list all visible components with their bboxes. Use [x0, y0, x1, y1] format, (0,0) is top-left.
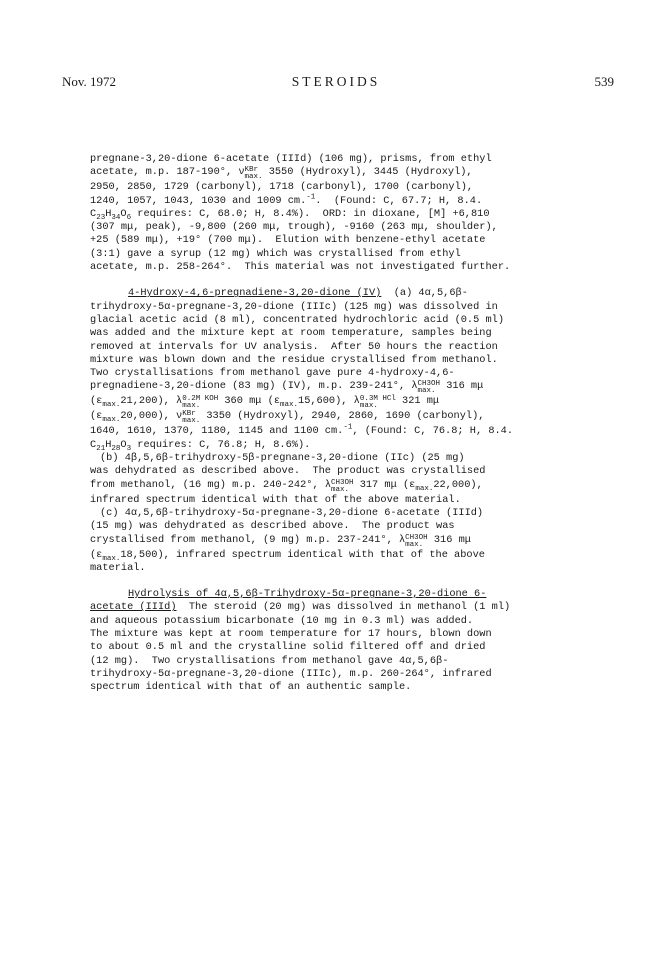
- header-journal-title: STEROIDS: [291, 74, 381, 89]
- part-b: (b) 4β,5,6β-trihydroxy-5β-pregnane-3,20-dione (IIc) (25 mg): [100, 452, 465, 465]
- header-date: Nov. 1972: [62, 74, 117, 89]
- section-title-iv: 4-Hydroxy-4,6-pregnadiene-3,20-dione (IV): [128, 287, 382, 300]
- section-title-hydrolysis: Hydrolysis of 4α,5,6β-Trihydroxy-5α-pregnane-3,20-dione 6-: [128, 588, 487, 601]
- paragraph-iiid-continuation: pregnane-3,20-dione 6-acetate (IIId) (106 mg), prisms, from ethyl acetate, m.p. 187-190°, ν KBr max. 3550 (Hydroxyl), 3445 (Hydroxyl), 2950, 2850, 1729 (carbonyl), 1718 (carbonyl), 1700 (carbonyl), 1240, 1057, 1043, 1030 and 1009 cm.$^{-1}$. (Found: C, 67.7; H, 8.4. $C_{23}H_{34}O_6$ requires: C, 68.0; H, 8.4%). ORD: in dioxane, [M] +6,810 (307 mμ, peak), -9,800 (260 mμ, trough), -9160 (263 mμ, shoulder), +25 (589 mμ), +19° (700 mμ). Elution with benzene-ethyl acetate (3:1) gave a syrup (12 mg) which was crystallised from ethyl acetate, m.p. 258-264°. This material was not investigated further.: [90, 153, 511, 274]
- header-page-number: 539: [594, 74, 614, 89]
- part-c: (c) 4α,5,6β-trihydroxy-5α-pregnane-3,20-dione 6-acetate (IIId): [100, 506, 484, 519]
- body-text: [90, 153, 630, 708]
- section-hydroxy-pregnadiene: 4-Hydroxy-4,6-pregnadiene-3,20-dione (IV) (a) 4α,5,6β- trihydroxy-5α-pregnane-3,20-dione (IIIc) (125 mg) was dissolved in glacial acetic acid (8 ml), concentrated hydrochloric acid (0.5 ml) was added and the mixture kept at room temperature, samples being removed at intervals for UV analysis. After 50 hours the reaction mixture was blown down and the residue crystallised from methanol. Two crystallisations from methanol gave pure 4-hydroxy-4,6- pregnadiene-3,20-dione (83 mg) (IV), m.p. 239-241°, λ CH3OH max. 316 mμ $(\varepsilon_{max.}21,200)$, λ 0.2M KOH max. 360 mμ $(\varepsilon_{max.}15,600)$, λ 0.3M HCl max. 321 mμ $(\varepsilon_{max.}20,000)$, ν KBr max. 3350 (Hydroxyl), 2940, 2860, 1690 (carbonyl), 1640, 1610, 1370, 1180, 1145 and 1100 cm.$^{-1}$, (Found: C, 76.8; H, 8.4. $C_{21}H_{28}O_3$ requires: C, 76.8; H, 8.6%). (b) 4β,5,6β-trihydroxy-5β-pregnane-3,20-dione (IIc) (25 mg) was dehydrated as described above. The product was crystallised from methanol, (16 mg) m.p. 240-242°, λ CH3OH max. 317 mμ $(\varepsilon_{max.}22,000)$, infrared spectrum identical with that of the above material. (c) 4α,5,6β-trihydroxy-5α-pregnane-3,20-dione 6-acetate (IIId) (15 mg) was dehydrated as described above. The product was crystallised from methanol, (9 mg) m.p. 237-241°, λ CH3OH max. 316 mμ $(\varepsilon_{max.}18,500)$, infrared spectrum identical with that of the above material.: [90, 287, 630, 575]
- section-hydrolysis: Hydrolysis of 4α,5,6β-Trihydroxy-5α-pregnane-3,20-dione 6- acetate (IIId) The steroid (20 mg) was dissolved in methanol (1 ml) and aqueous potassium bicarbonate (10 mg in 0.3 ml) was added. The mixture was kept at room temperature for 17 hours, blown down to about 0.5 ml and the crystalline solid filtered off and dried (12 mg). Two crystallisations from methanol gave 4α,5,6β- trihydroxy-5α-pregnane-3,20-dione (IIIc), m.p. 260-264°, infrared spectrum identical with that of an authentic sample.: [90, 588, 511, 694]
